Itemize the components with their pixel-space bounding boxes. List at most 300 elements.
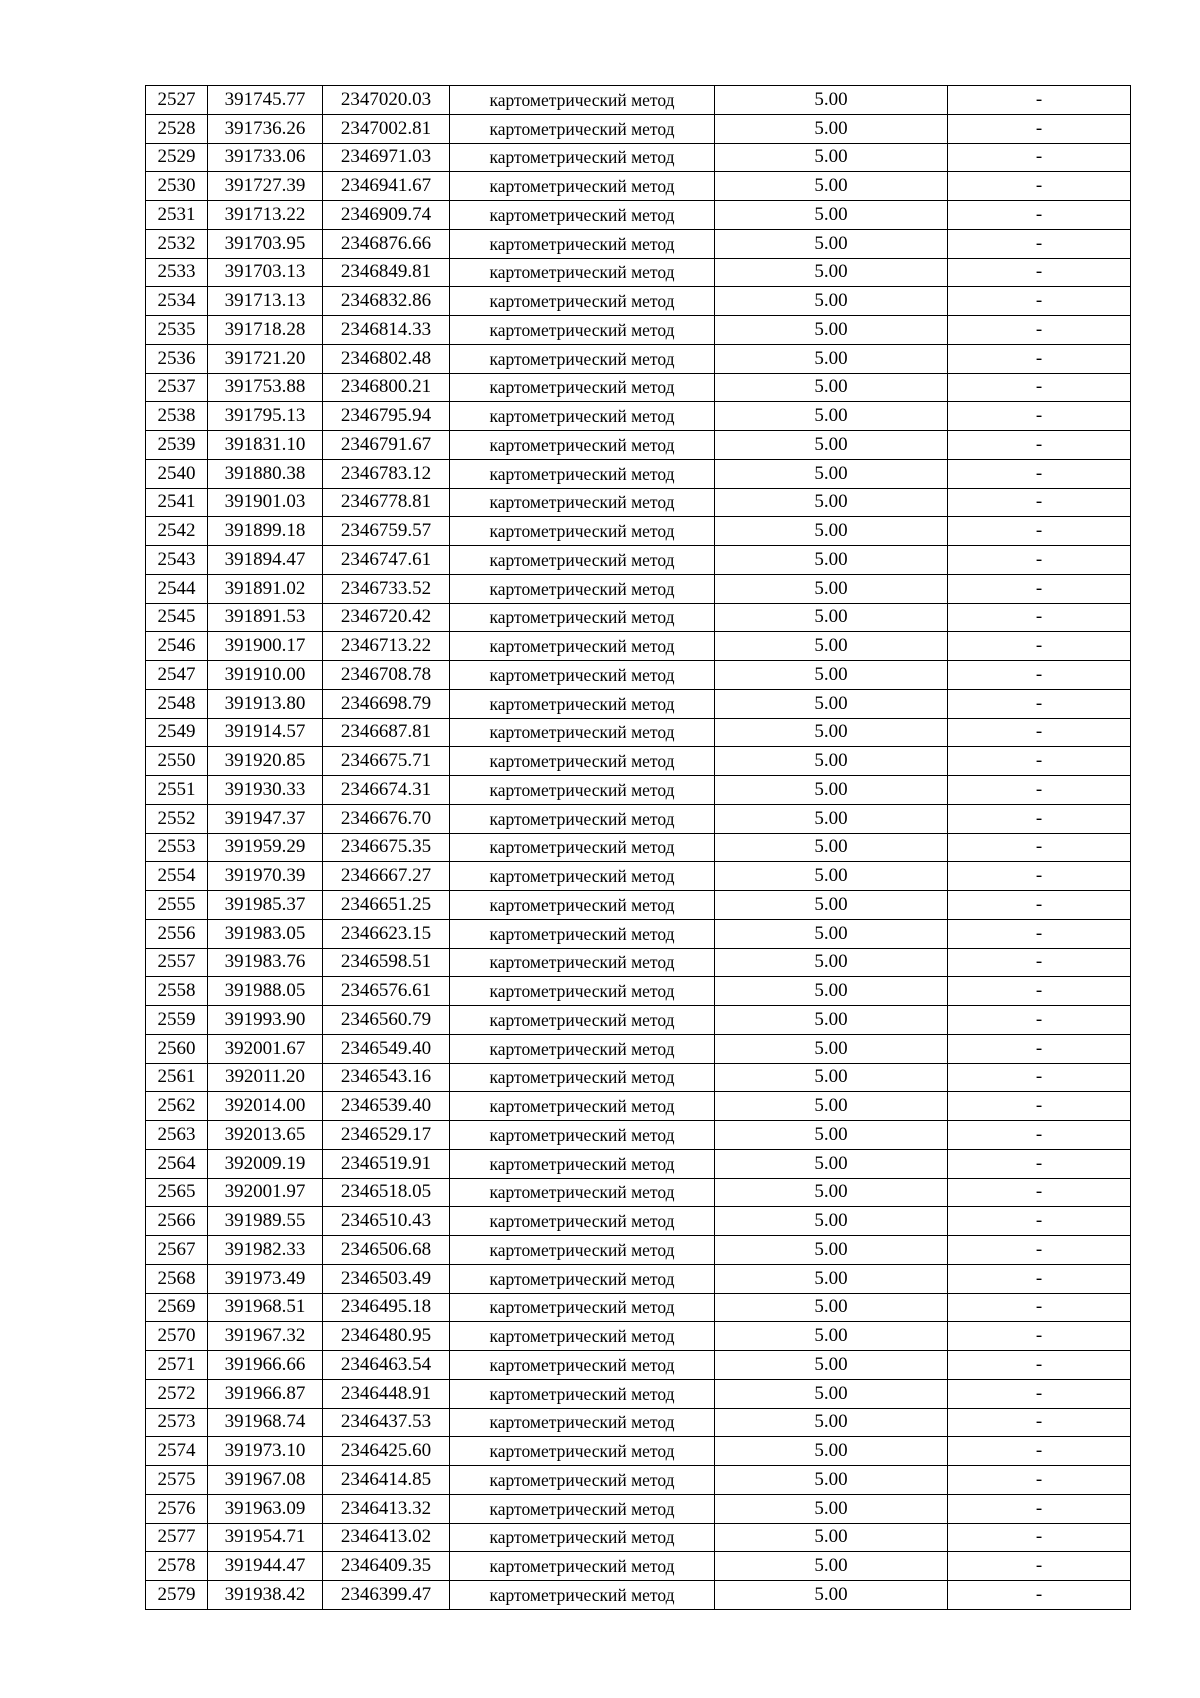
y-coordinate-cell: 2346971.03 [323,143,450,172]
table-row [146,114,1131,143]
y-coordinate-cell: 2346448.91 [323,1379,450,1408]
method-cell: картометрический метод [450,862,715,891]
x-coordinate-cell: 391966.66 [208,1351,323,1380]
y-coordinate-cell: 2346576.61 [323,977,450,1006]
method-cell: картометрический метод [450,776,715,805]
method-cell: картометрический метод [450,1207,715,1236]
method-cell: картометрический метод [450,344,715,373]
method-cell: картометрический метод [450,488,715,517]
point-number-cell: 2568 [146,1264,208,1293]
table-row [146,344,1131,373]
table-row [146,948,1131,977]
y-coordinate-cell: 2346713.22 [323,632,450,661]
note-cell: - [948,316,1131,345]
note-cell: - [948,1092,1131,1121]
note-cell: - [948,747,1131,776]
accuracy-cell: 5.00 [715,1408,948,1437]
x-coordinate-cell: 391899.18 [208,517,323,546]
x-coordinate-cell: 391920.85 [208,747,323,776]
y-coordinate-cell: 2346598.51 [323,948,450,977]
note-cell: - [948,1322,1131,1351]
table-row [146,287,1131,316]
point-number-cell: 2562 [146,1092,208,1121]
note-cell: - [948,402,1131,431]
accuracy-cell: 5.00 [715,1207,948,1236]
note-cell: - [948,488,1131,517]
table-row [146,1149,1131,1178]
y-coordinate-cell: 2346414.85 [323,1466,450,1495]
note-cell: - [948,1006,1131,1035]
x-coordinate-cell: 392014.00 [208,1092,323,1121]
x-coordinate-cell: 391891.53 [208,603,323,632]
accuracy-cell: 5.00 [715,1264,948,1293]
accuracy-cell: 5.00 [715,431,948,460]
y-coordinate-cell: 2346503.49 [323,1264,450,1293]
note-cell: - [948,1466,1131,1495]
accuracy-cell: 5.00 [715,373,948,402]
accuracy-cell: 5.00 [715,114,948,143]
accuracy-cell: 5.00 [715,1092,948,1121]
y-coordinate-cell: 2346506.68 [323,1236,450,1265]
y-coordinate-cell: 2346747.61 [323,546,450,575]
x-coordinate-cell: 391703.95 [208,229,323,258]
y-coordinate-cell: 2347020.03 [323,86,450,115]
method-cell: картометрический метод [450,546,715,575]
accuracy-cell: 5.00 [715,1494,948,1523]
point-number-cell: 2574 [146,1437,208,1466]
note-cell: - [948,1293,1131,1322]
y-coordinate-cell: 2346800.21 [323,373,450,402]
table-row [146,316,1131,345]
note-cell: - [948,1236,1131,1265]
y-coordinate-cell: 2346510.43 [323,1207,450,1236]
note-cell: - [948,1149,1131,1178]
accuracy-cell: 5.00 [715,1523,948,1552]
y-coordinate-cell: 2346667.27 [323,862,450,891]
y-coordinate-cell: 2346733.52 [323,574,450,603]
accuracy-cell: 5.00 [715,1236,948,1265]
accuracy-cell: 5.00 [715,402,948,431]
point-number-cell: 2564 [146,1149,208,1178]
y-coordinate-cell: 2346941.67 [323,172,450,201]
point-number-cell: 2553 [146,833,208,862]
y-coordinate-cell: 2346623.15 [323,919,450,948]
table-row [146,546,1131,575]
x-coordinate-cell: 391985.37 [208,891,323,920]
method-cell: картометрический метод [450,316,715,345]
point-number-cell: 2554 [146,862,208,891]
table-row [146,1466,1131,1495]
x-coordinate-cell: 391944.47 [208,1552,323,1581]
note-cell: - [948,344,1131,373]
accuracy-cell: 5.00 [715,1006,948,1035]
method-cell: картометрический метод [450,689,715,718]
point-number-cell: 2533 [146,258,208,287]
point-number-cell: 2542 [146,517,208,546]
method-cell: картометрический метод [450,1063,715,1092]
table-row [146,1437,1131,1466]
y-coordinate-cell: 2346674.31 [323,776,450,805]
method-cell: картометрический метод [450,747,715,776]
accuracy-cell: 5.00 [715,172,948,201]
point-number-cell: 2536 [146,344,208,373]
method-cell: картометрический метод [450,919,715,948]
accuracy-cell: 5.00 [715,804,948,833]
y-coordinate-cell: 2346518.05 [323,1178,450,1207]
accuracy-cell: 5.00 [715,1178,948,1207]
point-number-cell: 2544 [146,574,208,603]
x-coordinate-cell: 391745.77 [208,86,323,115]
point-number-cell: 2561 [146,1063,208,1092]
x-coordinate-cell: 391721.20 [208,344,323,373]
table-row [146,1322,1131,1351]
x-coordinate-cell: 391891.02 [208,574,323,603]
point-number-cell: 2528 [146,114,208,143]
method-cell: картометрический метод [450,459,715,488]
accuracy-cell: 5.00 [715,747,948,776]
method-cell: картометрический метод [450,1494,715,1523]
y-coordinate-cell: 2346437.53 [323,1408,450,1437]
accuracy-cell: 5.00 [715,1437,948,1466]
y-coordinate-cell: 2346480.95 [323,1322,450,1351]
accuracy-cell: 5.00 [715,287,948,316]
accuracy-cell: 5.00 [715,862,948,891]
method-cell: картометрический метод [450,402,715,431]
table-row [146,201,1131,230]
note-cell: - [948,258,1131,287]
accuracy-cell: 5.00 [715,1466,948,1495]
y-coordinate-cell: 2346539.40 [323,1092,450,1121]
method-cell: картометрический метод [450,373,715,402]
x-coordinate-cell: 391900.17 [208,632,323,661]
y-coordinate-cell: 2346675.35 [323,833,450,862]
note-cell: - [948,1034,1131,1063]
method-cell: картометрический метод [450,804,715,833]
point-number-cell: 2545 [146,603,208,632]
accuracy-cell: 5.00 [715,258,948,287]
x-coordinate-cell: 391713.13 [208,287,323,316]
note-cell: - [948,689,1131,718]
table-row [146,1379,1131,1408]
accuracy-cell: 5.00 [715,344,948,373]
table-row [146,718,1131,747]
y-coordinate-cell: 2346413.32 [323,1494,450,1523]
method-cell: картометрический метод [450,977,715,1006]
note-cell: - [948,1379,1131,1408]
y-coordinate-cell: 2346795.94 [323,402,450,431]
x-coordinate-cell: 391914.57 [208,718,323,747]
accuracy-cell: 5.00 [715,1351,948,1380]
point-number-cell: 2576 [146,1494,208,1523]
x-coordinate-cell: 392001.97 [208,1178,323,1207]
point-number-cell: 2552 [146,804,208,833]
method-cell: картометрический метод [450,718,715,747]
table-row [146,632,1131,661]
point-number-cell: 2570 [146,1322,208,1351]
x-coordinate-cell: 391733.06 [208,143,323,172]
table-row [146,1236,1131,1265]
y-coordinate-cell: 2346687.81 [323,718,450,747]
table-row [146,919,1131,948]
note-cell: - [948,431,1131,460]
accuracy-cell: 5.00 [715,1379,948,1408]
x-coordinate-cell: 391910.00 [208,661,323,690]
table-row [146,833,1131,862]
note-cell: - [948,862,1131,891]
y-coordinate-cell: 2346651.25 [323,891,450,920]
accuracy-cell: 5.00 [715,891,948,920]
y-coordinate-cell: 2346676.70 [323,804,450,833]
table-row [146,488,1131,517]
accuracy-cell: 5.00 [715,574,948,603]
x-coordinate-cell: 391963.09 [208,1494,323,1523]
table-row [146,402,1131,431]
table-row [146,603,1131,632]
y-coordinate-cell: 2346413.02 [323,1523,450,1552]
method-cell: картометрический метод [450,1121,715,1150]
method-cell: картометрический метод [450,258,715,287]
point-number-cell: 2529 [146,143,208,172]
x-coordinate-cell: 391727.39 [208,172,323,201]
accuracy-cell: 5.00 [715,1581,948,1610]
x-coordinate-cell: 391967.32 [208,1322,323,1351]
y-coordinate-cell: 2346409.35 [323,1552,450,1581]
y-coordinate-cell: 2346814.33 [323,316,450,345]
accuracy-cell: 5.00 [715,1552,948,1581]
accuracy-cell: 5.00 [715,776,948,805]
table-row [146,229,1131,258]
table-row [146,574,1131,603]
x-coordinate-cell: 391795.13 [208,402,323,431]
point-number-cell: 2539 [146,431,208,460]
y-coordinate-cell: 2346783.12 [323,459,450,488]
x-coordinate-cell: 391993.90 [208,1006,323,1035]
table-row [146,977,1131,1006]
method-cell: картометрический метод [450,632,715,661]
point-number-cell: 2566 [146,1207,208,1236]
x-coordinate-cell: 391983.05 [208,919,323,948]
accuracy-cell: 5.00 [715,1322,948,1351]
x-coordinate-cell: 391989.55 [208,1207,323,1236]
x-coordinate-cell: 391930.33 [208,776,323,805]
x-coordinate-cell: 391713.22 [208,201,323,230]
method-cell: картометрический метод [450,1523,715,1552]
point-number-cell: 2551 [146,776,208,805]
x-coordinate-cell: 391947.37 [208,804,323,833]
x-coordinate-cell: 392001.67 [208,1034,323,1063]
method-cell: картометрический метод [450,891,715,920]
x-coordinate-cell: 391959.29 [208,833,323,862]
table-row [146,1581,1131,1610]
y-coordinate-cell: 2346802.48 [323,344,450,373]
note-cell: - [948,1494,1131,1523]
x-coordinate-cell: 392009.19 [208,1149,323,1178]
method-cell: картометрический метод [450,172,715,201]
note-cell: - [948,517,1131,546]
table-row [146,661,1131,690]
x-coordinate-cell: 391982.33 [208,1236,323,1265]
table-row [146,804,1131,833]
x-coordinate-cell: 391968.51 [208,1293,323,1322]
accuracy-cell: 5.00 [715,229,948,258]
note-cell: - [948,1264,1131,1293]
method-cell: картометрический метод [450,948,715,977]
accuracy-cell: 5.00 [715,201,948,230]
table-row [146,1494,1131,1523]
note-cell: - [948,1351,1131,1380]
method-cell: картометрический метод [450,114,715,143]
method-cell: картометрический метод [450,517,715,546]
table-row [146,689,1131,718]
table-row [146,1207,1131,1236]
method-cell: картометрический метод [450,1092,715,1121]
table-row [146,776,1131,805]
y-coordinate-cell: 2346399.47 [323,1581,450,1610]
x-coordinate-cell: 391967.08 [208,1466,323,1495]
table-row [146,1063,1131,1092]
note-cell: - [948,776,1131,805]
point-number-cell: 2550 [146,747,208,776]
table-row [146,1121,1131,1150]
point-number-cell: 2543 [146,546,208,575]
method-cell: картометрический метод [450,1552,715,1581]
table-row [146,1264,1131,1293]
table-row [146,1523,1131,1552]
point-number-cell: 2540 [146,459,208,488]
y-coordinate-cell: 2346832.86 [323,287,450,316]
point-number-cell: 2541 [146,488,208,517]
method-cell: картометрический метод [450,431,715,460]
method-cell: картометрический метод [450,1264,715,1293]
table-row [146,1351,1131,1380]
method-cell: картометрический метод [450,86,715,115]
note-cell: - [948,977,1131,1006]
x-coordinate-cell: 391703.13 [208,258,323,287]
method-cell: картометрический метод [450,1322,715,1351]
note-cell: - [948,1178,1131,1207]
table-row [146,1178,1131,1207]
note-cell: - [948,143,1131,172]
point-number-cell: 2565 [146,1178,208,1207]
accuracy-cell: 5.00 [715,603,948,632]
note-cell: - [948,201,1131,230]
note-cell: - [948,1552,1131,1581]
note-cell: - [948,1121,1131,1150]
method-cell: картометрический метод [450,287,715,316]
method-cell: картометрический метод [450,833,715,862]
x-coordinate-cell: 391966.87 [208,1379,323,1408]
note-cell: - [948,1523,1131,1552]
point-number-cell: 2560 [146,1034,208,1063]
table-row [146,517,1131,546]
point-number-cell: 2547 [146,661,208,690]
point-number-cell: 2535 [146,316,208,345]
table-row [146,373,1131,402]
note-cell: - [948,459,1131,488]
note-cell: - [948,1581,1131,1610]
note-cell: - [948,661,1131,690]
method-cell: картометрический метод [450,1236,715,1265]
accuracy-cell: 5.00 [715,546,948,575]
note-cell: - [948,1437,1131,1466]
point-number-cell: 2546 [146,632,208,661]
x-coordinate-cell: 392011.20 [208,1063,323,1092]
point-number-cell: 2557 [146,948,208,977]
point-number-cell: 2569 [146,1293,208,1322]
table-row [146,862,1131,891]
y-coordinate-cell: 2346720.42 [323,603,450,632]
y-coordinate-cell: 2346759.57 [323,517,450,546]
x-coordinate-cell: 391901.03 [208,488,323,517]
x-coordinate-cell: 391973.10 [208,1437,323,1466]
point-number-cell: 2555 [146,891,208,920]
x-coordinate-cell: 391954.71 [208,1523,323,1552]
method-cell: картометрический метод [450,1581,715,1610]
point-number-cell: 2556 [146,919,208,948]
note-cell: - [948,287,1131,316]
y-coordinate-cell: 2346876.66 [323,229,450,258]
y-coordinate-cell: 2346543.16 [323,1063,450,1092]
point-number-cell: 2572 [146,1379,208,1408]
point-number-cell: 2578 [146,1552,208,1581]
note-cell: - [948,229,1131,258]
point-number-cell: 2571 [146,1351,208,1380]
x-coordinate-cell: 391938.42 [208,1581,323,1610]
accuracy-cell: 5.00 [715,919,948,948]
table-row [146,1092,1131,1121]
x-coordinate-cell: 391894.47 [208,546,323,575]
method-cell: картометрический метод [450,1178,715,1207]
method-cell: картометрический метод [450,1149,715,1178]
x-coordinate-cell: 391736.26 [208,114,323,143]
table-row [146,431,1131,460]
note-cell: - [948,172,1131,201]
y-coordinate-cell: 2346529.17 [323,1121,450,1150]
accuracy-cell: 5.00 [715,661,948,690]
y-coordinate-cell: 2346708.78 [323,661,450,690]
note-cell: - [948,114,1131,143]
accuracy-cell: 5.00 [715,316,948,345]
method-cell: картометрический метод [450,1351,715,1380]
table-row [146,258,1131,287]
note-cell: - [948,632,1131,661]
y-coordinate-cell: 2346425.60 [323,1437,450,1466]
x-coordinate-cell: 391753.88 [208,373,323,402]
point-number-cell: 2548 [146,689,208,718]
accuracy-cell: 5.00 [715,1063,948,1092]
accuracy-cell: 5.00 [715,1149,948,1178]
point-number-cell: 2577 [146,1523,208,1552]
point-number-cell: 2563 [146,1121,208,1150]
table-row [146,1293,1131,1322]
table-row [146,143,1131,172]
table-row [146,747,1131,776]
method-cell: картометрический метод [450,1006,715,1035]
accuracy-cell: 5.00 [715,517,948,546]
point-number-cell: 2573 [146,1408,208,1437]
method-cell: картометрический метод [450,603,715,632]
y-coordinate-cell: 2346560.79 [323,1006,450,1035]
method-cell: картометрический метод [450,1408,715,1437]
method-cell: картометрический метод [450,661,715,690]
y-coordinate-cell: 2346549.40 [323,1034,450,1063]
method-cell: картометрический метод [450,143,715,172]
method-cell: картометрический метод [450,1437,715,1466]
y-coordinate-cell: 2346698.79 [323,689,450,718]
point-number-cell: 2531 [146,201,208,230]
method-cell: картометрический метод [450,1034,715,1063]
point-number-cell: 2527 [146,86,208,115]
